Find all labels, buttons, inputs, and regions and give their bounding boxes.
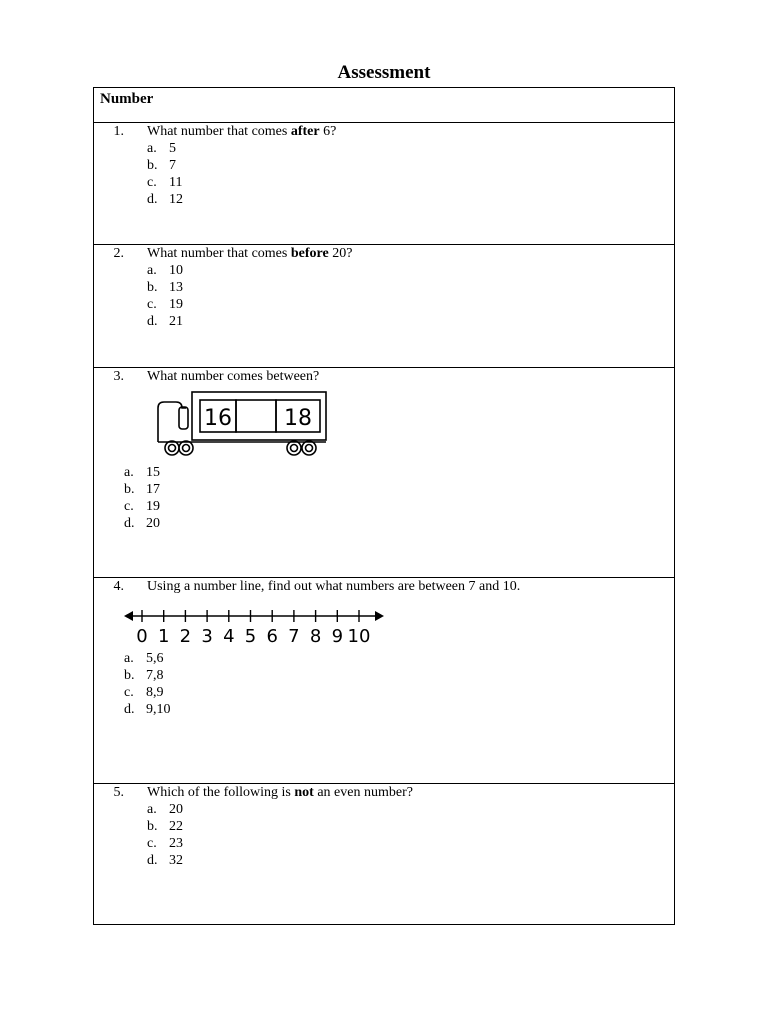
number-line-label: 0 [136, 626, 148, 646]
question-number: 5. [113, 785, 124, 800]
truck-illustration [154, 388, 330, 458]
question-number: 2. [113, 246, 124, 261]
question-text: What number comes between? [147, 369, 320, 384]
truck-right-number: 18 [284, 406, 312, 431]
number-line-label: 7 [288, 626, 300, 646]
number-line-label: 2 [179, 626, 192, 646]
question-number: 4. [113, 579, 124, 594]
question-2-row: 2. What number that comes before 20? a. 10 b. 13 c. 19 d. 21 [94, 244, 674, 367]
section-label: Number [100, 91, 154, 107]
question-1-row: 1. What number that comes after 6? a. 5 b. 7 c. 11 d. 12 [94, 122, 674, 244]
arrow-left-icon [124, 611, 133, 621]
question-text: Using a number line, find out what numbers are between 7 and 10. [147, 579, 521, 594]
number-line [122, 606, 386, 646]
number-line-label: 1 [157, 626, 170, 646]
question-text: What number that comes after 6? [147, 124, 337, 139]
assessment-table [93, 87, 675, 925]
number-line-label: 5 [244, 626, 257, 646]
question-4-row: 4. Using a number line, find out what numbers are between 7 and 10. 0 1 2 3 4 5 6 7 8 9 10 a. 5,6 b. 7,8 c. 8,9 d. 9,10 [94, 577, 674, 783]
truck-cab-icon [158, 402, 186, 442]
section-header-row [94, 88, 674, 122]
question-3-row: 3. What number comes between? 16 18 a. 15 b. 17 c. 19 d. 20 [94, 367, 674, 577]
number-line-label: 8 [309, 626, 322, 646]
page-title: Assessment [337, 62, 431, 83]
number-line-label: 6 [266, 626, 278, 646]
number-line-label: 4 [223, 626, 235, 646]
number-line-label: 3 [201, 626, 213, 646]
truck-left-number: 16 [204, 406, 232, 431]
arrow-right-icon [375, 611, 384, 621]
question-text: Which of the following is not an even number? [147, 785, 413, 800]
question-text: What number that comes before 20? [147, 246, 353, 261]
question-number: 3. [113, 369, 124, 384]
question-5-row: 5. Which of the following is not an even number? a. 20 b. 22 c. 23 d. 32 [94, 783, 674, 924]
number-line-label: 10 [347, 626, 371, 646]
question-number: 1. [113, 124, 124, 139]
number-line-label: 9 [331, 626, 344, 646]
